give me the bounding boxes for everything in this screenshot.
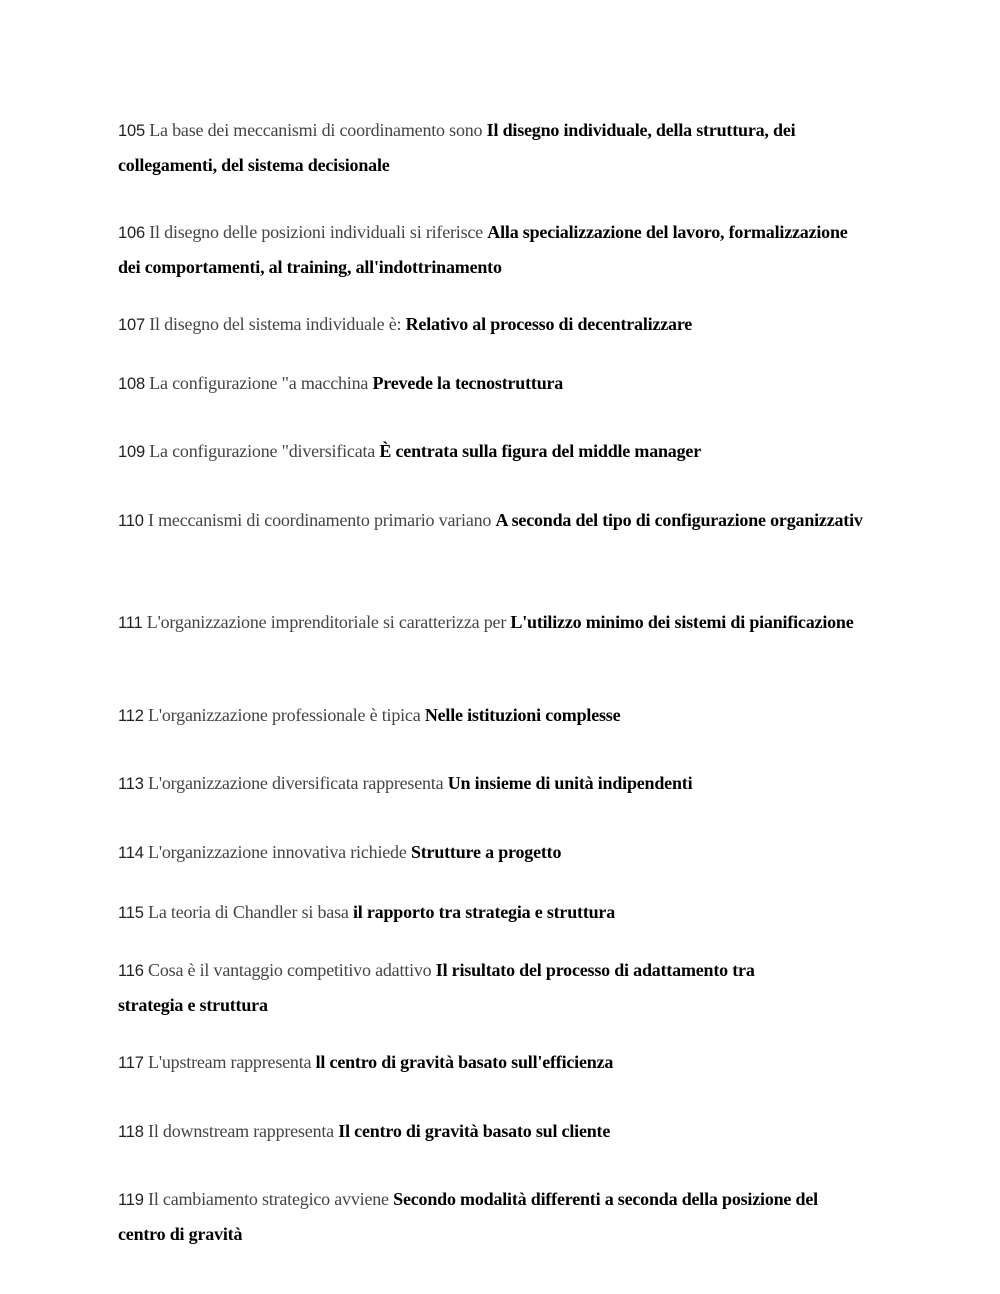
question-text: Il disegno del sistema individuale è: (149, 314, 402, 334)
answer-text: È centrata sulla figura del middle manager (379, 441, 701, 461)
qa-item-106 (118, 215, 868, 284)
answer-text: L'utilizzo minimo dei sistemi di pianificazione (510, 612, 854, 632)
qa-item-108 (118, 366, 868, 401)
question-text: La configurazione "a macchina (149, 373, 369, 393)
qa-item-107 (118, 307, 868, 342)
question-text: Cosa è il vantaggio competitivo adattivo (148, 960, 432, 980)
qa-item-116 (118, 953, 818, 1022)
question-text: La base dei meccanismi di coordinamento sono (149, 120, 483, 140)
question-text: La configurazione "diversificata (149, 441, 376, 461)
question-number: 107 (118, 316, 145, 334)
answer-text: Relativo al processo di decentralizzare (405, 314, 693, 334)
answer-text: ll centro di gravità basato sull'efficienza (315, 1052, 614, 1072)
question-text: L'upstream rappresenta (148, 1052, 312, 1072)
answer-text: il rapporto tra strategia e struttura (352, 902, 616, 922)
answer-text: Prevede la tecnostruttura (372, 373, 564, 393)
qa-item-113 (118, 766, 868, 801)
question-number: 105 (118, 122, 145, 140)
question-text: Il disegno delle posizioni individuali si riferisce (149, 222, 483, 242)
answer-text: Strutture a progetto (410, 842, 562, 862)
qa-item-115 (118, 895, 868, 930)
question-number: 112 (118, 707, 144, 725)
question-number: 111 (118, 614, 143, 632)
question-number: 108 (118, 375, 145, 393)
answer-text: Secondo modalità differenti a seconda della posizione del centro di gravità (118, 1189, 818, 1244)
answer-text: Il centro di gravità basato sul cliente (338, 1121, 611, 1141)
qa-item-110 (118, 503, 868, 538)
qa-item-105 (118, 113, 868, 182)
question-number: 117 (118, 1054, 144, 1072)
answer-text: A seconda del tipo di configurazione organizzativ (495, 510, 863, 530)
question-number: 109 (118, 443, 145, 461)
answer-text: Il disegno individuale, della struttura, dei collegamenti, del sistema decisionale (118, 120, 796, 175)
qa-item-109 (118, 434, 868, 469)
qa-item-111 (118, 605, 868, 640)
question-text: I meccanismi di coordinamento primario variano (148, 510, 496, 530)
answer-text: Un insieme di unità indipendenti (447, 773, 693, 793)
question-number: 106 (118, 224, 145, 242)
answer-text: Il risultato del processo di adattamento tra strategia e struttura (118, 960, 755, 1015)
question-number: 116 (118, 962, 144, 980)
qa-item-112 (118, 698, 868, 733)
question-number: 119 (118, 1191, 144, 1209)
qa-item-119 (118, 1182, 868, 1251)
question-number: 118 (118, 1123, 144, 1141)
qa-item-118 (118, 1114, 868, 1149)
qa-item-114 (118, 835, 868, 870)
question-number: 114 (118, 844, 144, 862)
question-text: L'organizzazione diversificata rappresenta (148, 773, 444, 793)
qa-item-117 (118, 1045, 868, 1080)
question-text: Il cambiamento strategico avviene (148, 1189, 389, 1209)
question-number: 110 (118, 512, 144, 530)
question-number: 113 (118, 775, 144, 793)
answer-text: Nelle istituzioni complesse (424, 705, 621, 725)
question-text: L'organizzazione imprenditoriale si caratterizza per (146, 612, 507, 632)
question-text: L'organizzazione professionale è tipica (148, 705, 421, 725)
question-text: Il downstream rappresenta (148, 1121, 334, 1141)
question-text: La teoria di Chandler si basa (148, 902, 349, 922)
question-number: 115 (118, 904, 144, 922)
question-text: L'organizzazione innovativa richiede (148, 842, 407, 862)
answer-text: Alla specializzazione del lavoro, formalizzazione dei comportamenti, al training, all'indottrinamento (118, 222, 848, 277)
